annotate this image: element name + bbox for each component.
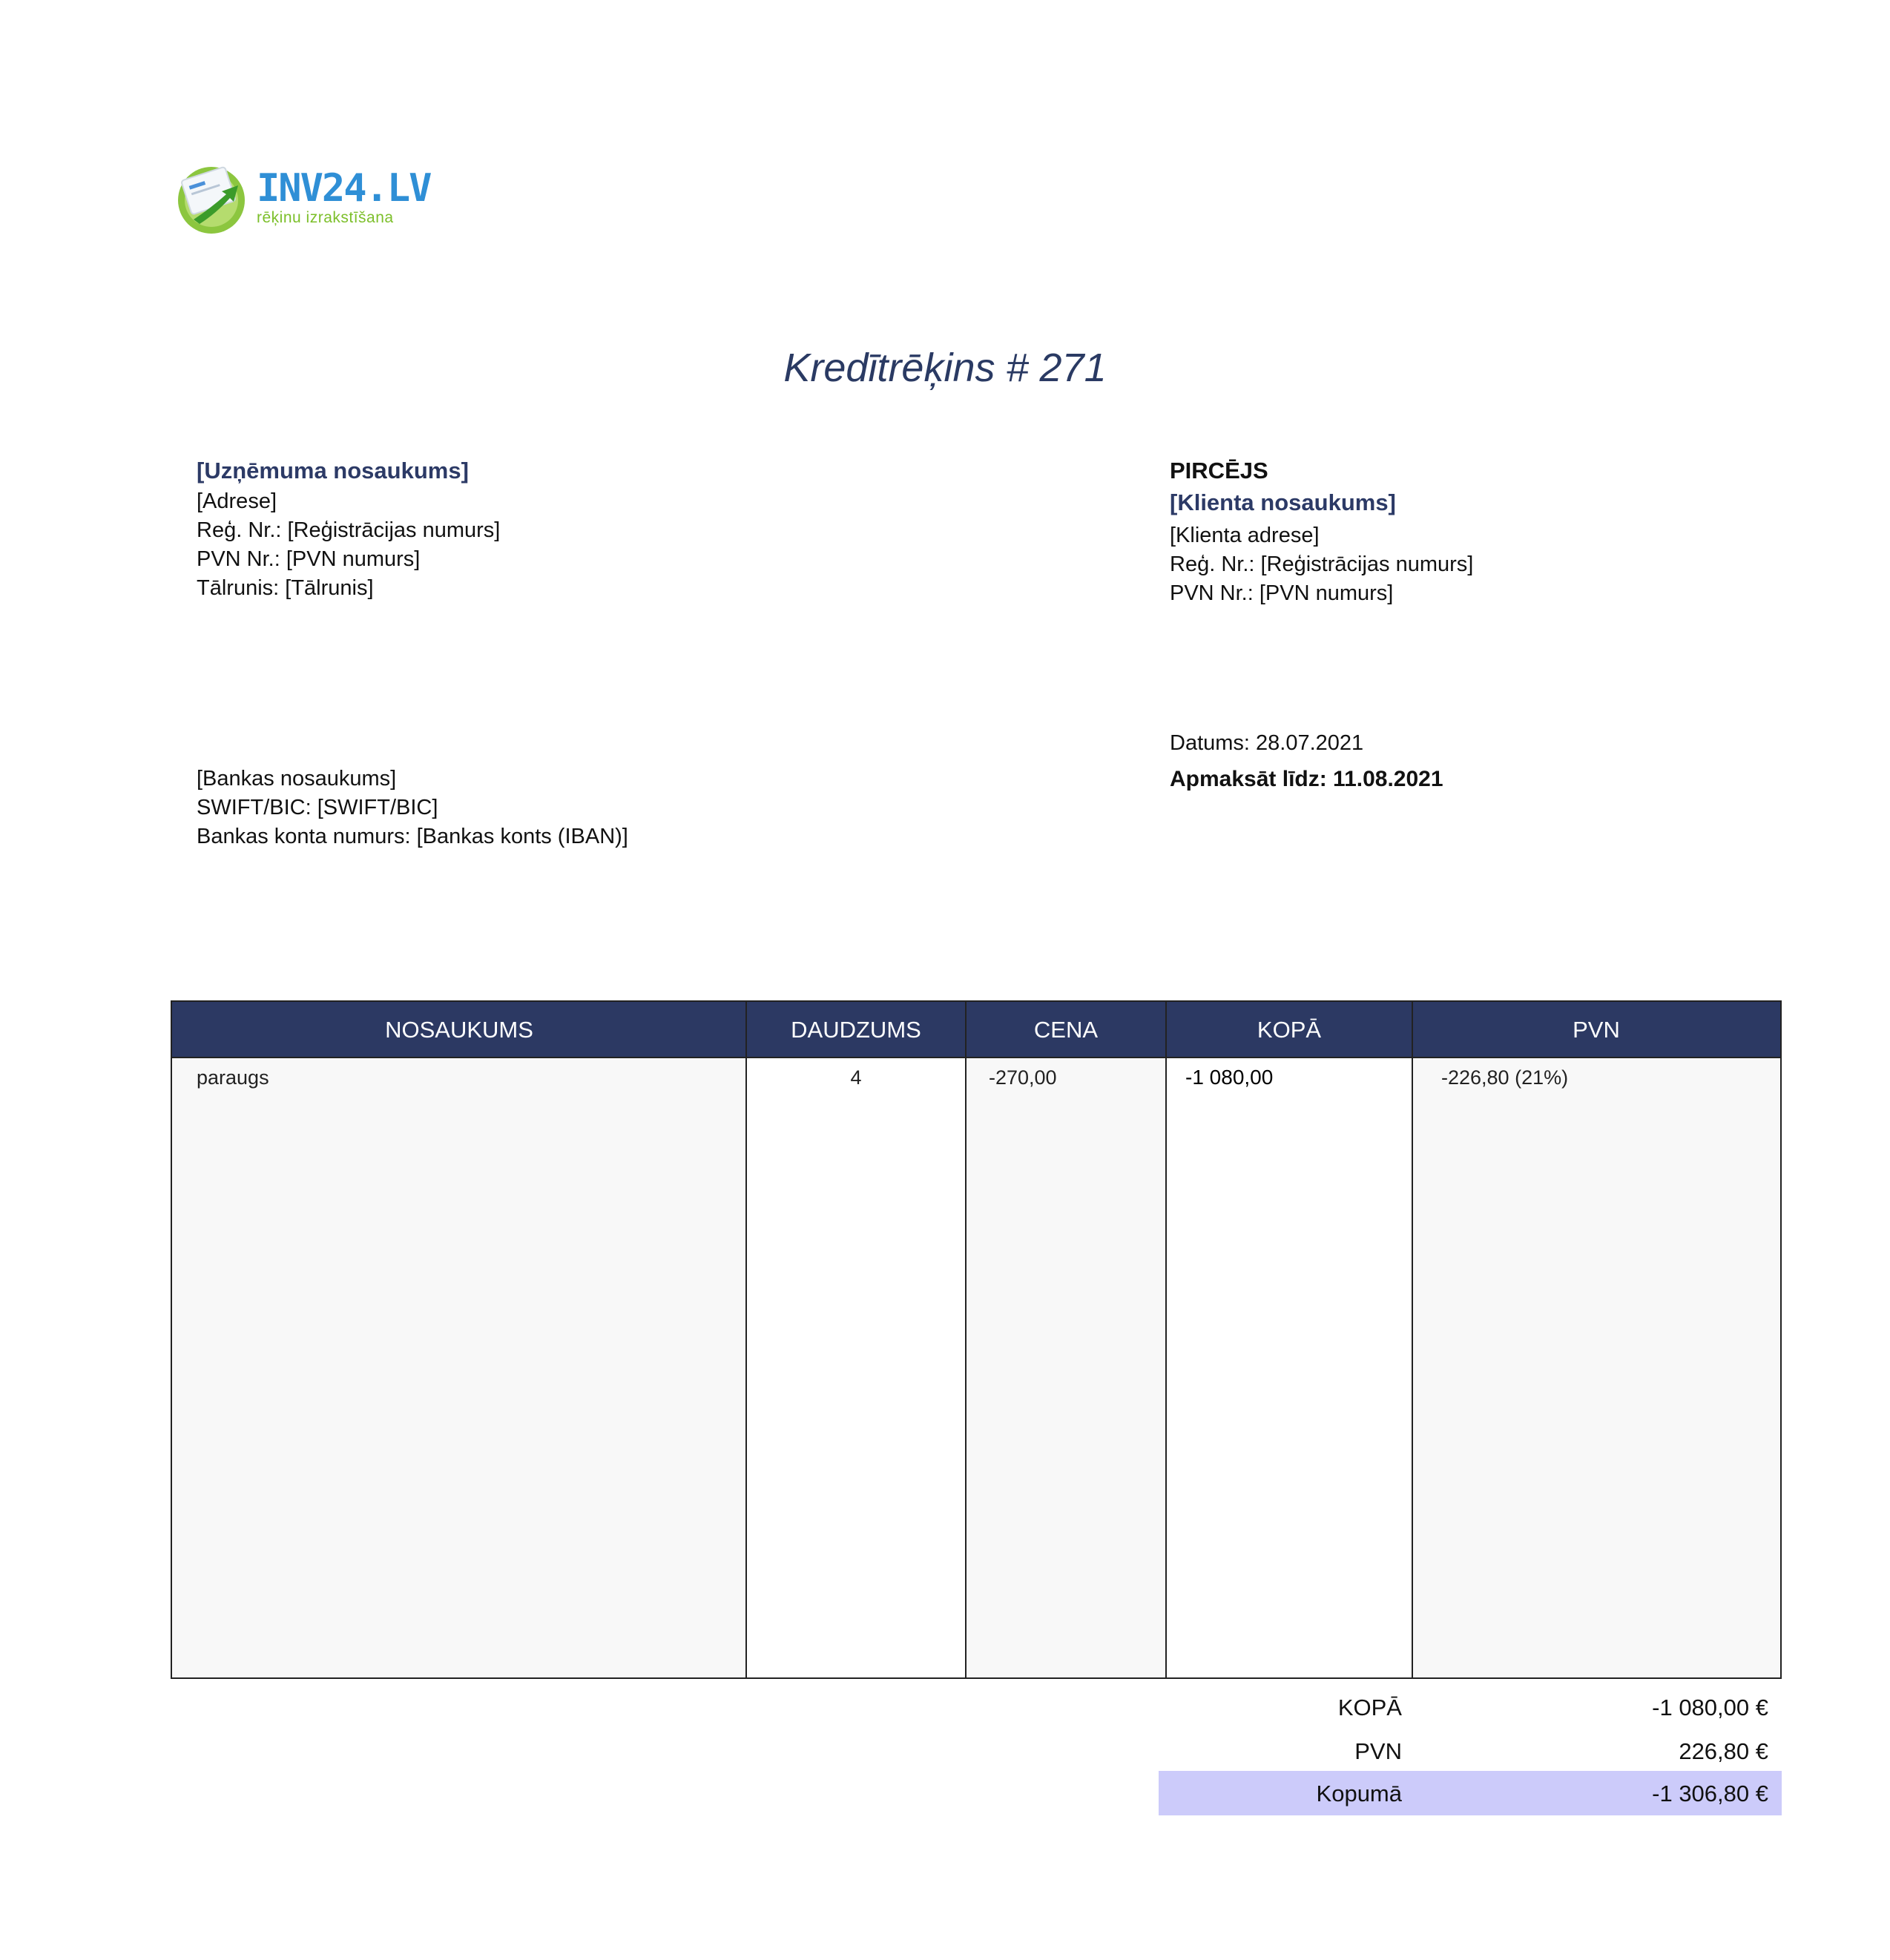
column-divider: [1412, 1002, 1413, 1677]
buyer-vat-number: PVN Nr.: [PVN numurs]: [1170, 581, 1394, 605]
subtotal-value: -1 080,00 €: [1652, 1695, 1768, 1720]
header-vat: PVN: [1573, 1017, 1620, 1043]
grand-total-label: Kopumā: [1316, 1781, 1402, 1806]
column-bg-qty: [746, 1057, 966, 1677]
column-divider: [965, 1002, 967, 1677]
column-bg-name: [172, 1057, 746, 1677]
column-divider: [1165, 1002, 1167, 1677]
seller-vat-number: PVN Nr.: [PVN numurs]: [197, 547, 421, 571]
table-header: [172, 1002, 1780, 1057]
logo-tagline: rēķinu izrakstīšana: [257, 209, 394, 226]
grand-total-value: -1 306,80 €: [1652, 1781, 1768, 1806]
header-price: CENA: [1033, 1017, 1099, 1043]
seller-phone: Tālrunis: [Tālrunis]: [197, 576, 374, 600]
document-title: Kredītrēķins # 271: [783, 346, 1107, 390]
seller-address: [Adrese]: [197, 489, 277, 513]
buyer-reg-number: Reģ. Nr.: [Reģistrācijas numurs]: [1170, 552, 1474, 576]
subtotal-label: KOPĀ: [1337, 1695, 1402, 1720]
column-divider: [745, 1002, 747, 1677]
column-bg-vat: [1412, 1057, 1780, 1677]
header-quantity: DAUDZUMS: [791, 1017, 921, 1043]
buyer-name: [Klienta nosaukums]: [1170, 489, 1396, 515]
header-total: KOPĀ: [1257, 1017, 1322, 1043]
header-name: NOSAUKUMS: [385, 1017, 533, 1043]
logo-emblem-icon: [173, 156, 254, 237]
due-date: Apmaksāt līdz: 11.08.2021: [1170, 767, 1443, 791]
vat-total-label: PVN: [1354, 1738, 1402, 1764]
cell-price: -270,00: [989, 1066, 1057, 1089]
invoice-date: Datums: 28.07.2021: [1170, 731, 1364, 755]
header-divider: [172, 1057, 1780, 1058]
buyer-heading: PIRCĒJS: [1170, 458, 1268, 484]
buyer-address: [Klienta adrese]: [1170, 524, 1320, 547]
column-bg-total: [1166, 1057, 1412, 1677]
seller-name: [Uzņēmuma nosaukums]: [197, 458, 469, 484]
column-bg-price: [966, 1057, 1166, 1677]
bank-iban: Bankas konta numurs: [Bankas konts (IBAN)]: [197, 825, 628, 848]
bank-name: [Bankas nosaukums]: [197, 767, 397, 791]
cell-name: paraugs: [197, 1066, 269, 1089]
seller-reg-number: Reģ. Nr.: [Reģistrācijas numurs]: [197, 518, 501, 542]
logo-brand-text: INV24.LV: [257, 166, 431, 211]
cell-quantity: 4: [850, 1066, 862, 1089]
cell-vat: -226,80 (21%): [1441, 1066, 1569, 1089]
bank-swift: SWIFT/BIC: [SWIFT/BIC]: [197, 796, 438, 819]
cell-total: -1 080,00: [1185, 1066, 1274, 1089]
vat-total-value: 226,80 €: [1679, 1738, 1768, 1764]
items-table: [171, 1000, 1782, 1679]
